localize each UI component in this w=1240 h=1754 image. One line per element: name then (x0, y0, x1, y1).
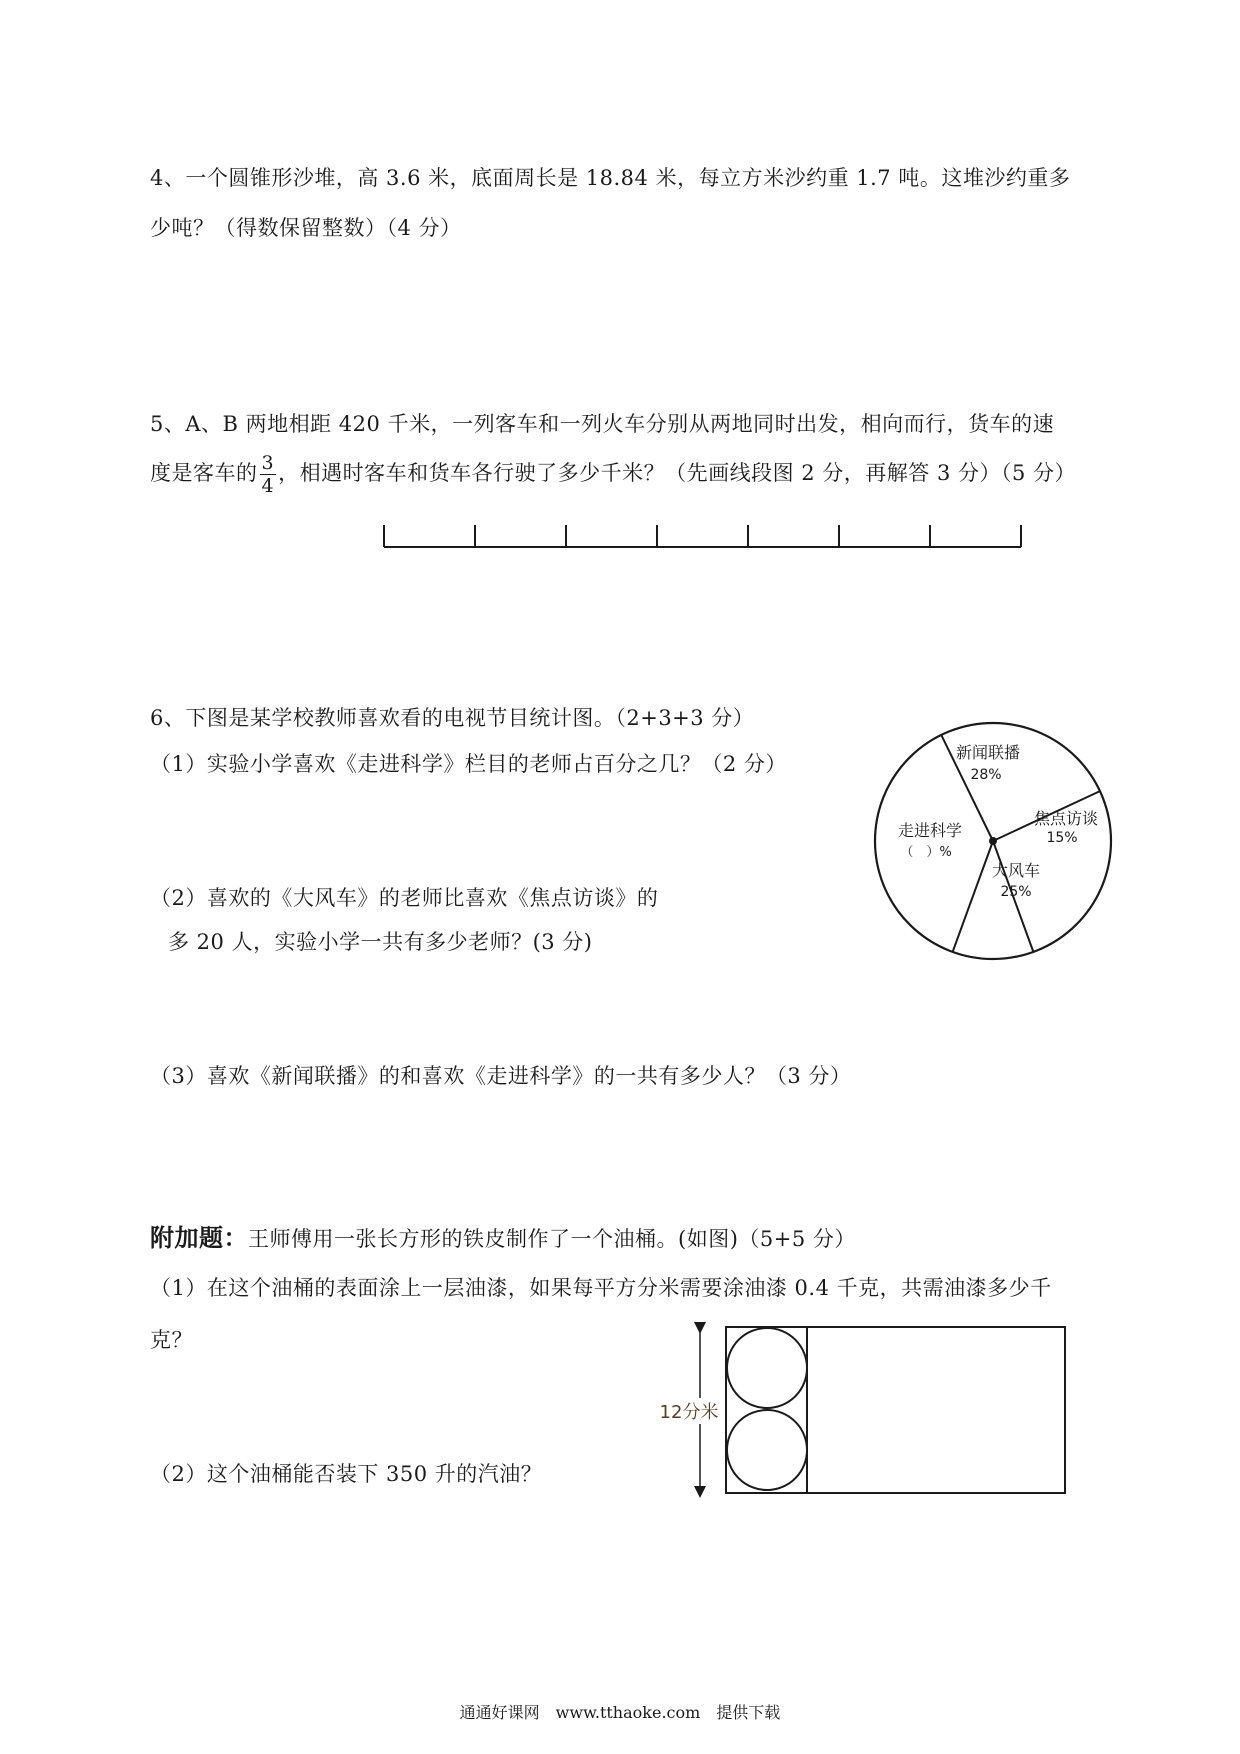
pie-label-dafengche-value: 25% (1000, 884, 1032, 900)
drum-bottom-circle (727, 1410, 807, 1490)
q4-line1: 4、一个圆锥形沙堆，高 3.6 米，底面周长是 18.84 米，每立方米沙约重 1.7 吨。这堆沙约重多 (150, 166, 1071, 190)
fraction-numerator: 3 (261, 452, 275, 474)
pie-label-jiaodian-value: 15% (1046, 830, 1078, 846)
sheet-outline (726, 1327, 1065, 1493)
q5-line1: 5、A、B 两地相距 420 千米，一列客车和一列火车分别从两地同时出发，相向而行，货车的速 (150, 412, 1055, 436)
line-segment-diagram (370, 520, 1030, 550)
bonus-heading: 附加题： (150, 1224, 248, 1252)
fraction-three-quarters (260, 452, 277, 497)
pie-center-dot (989, 837, 997, 845)
bonus-sub1-line2: 克？ (150, 1328, 193, 1352)
q5-line2-after: ，相遇时客车和货车各行驶了多少千米？（先画线段图 2 分，再解答 3 分）（5 分） (278, 461, 1077, 485)
tv-program-pie-chart (870, 718, 1120, 968)
q6-sub1: （1）实验小学喜欢《走进科学》栏目的老师占百分之几？（2 分） (150, 752, 787, 776)
bonus-line (150, 1218, 856, 1253)
pie-label-zoujin-value: （ ）% (900, 845, 952, 860)
q6-sub3: （3）喜欢《新闻联播》的和喜欢《走进科学》的一共有多少人？（3 分） (150, 1064, 852, 1088)
bonus-sub1-line1: （1）在这个油桶的表面涂上一层油漆，如果每平方分米需要涂油漆 0.4 千克，共需油漆多少千 (150, 1276, 1052, 1300)
bonus-sub2: （2）这个油桶能否装下 350 升的汽油？ (150, 1462, 543, 1486)
pie-label-zoujin-name: 走进科学 (897, 821, 963, 840)
pie-label-xinwen-name: 新闻联播 (955, 743, 1021, 762)
fraction-denominator: 4 (261, 475, 275, 497)
q5-line2-before: 度是客车的 (150, 461, 258, 485)
bonus-intro: 王师傅用一张长方形的铁皮制作了一个油桶。(如图)（5+5 分） (248, 1227, 856, 1251)
pie-label-xinwen-value: 28% (970, 767, 1002, 783)
q6-sub2-line1: （2）喜欢的《大风车》的老师比喜欢《焦点访谈》的 (150, 886, 659, 910)
segment-ticks (384, 525, 1021, 547)
footer-source: 通通好课网 www.tthaoke.com 提供下载 (459, 1703, 781, 1722)
pie-label-jiaodian-name: 焦点访谈 (1033, 809, 1099, 828)
q6-title: 6、下图是某学校教师喜欢看的电视节目统计图。（2+3+3 分） (150, 706, 755, 730)
oil-drum-sheet-diagram (650, 1320, 1070, 1500)
pie-label-dafengche-name: 大风车 (991, 861, 1041, 880)
q6-sub2-line2: 多 20 人，实验小学一共有多少老师？(3 分) (168, 930, 593, 954)
drum-top-circle (727, 1328, 807, 1408)
dimension-label: 12分米 (659, 1402, 719, 1423)
q4-line2: 少吨？（得数保留整数）（4 分） (150, 216, 462, 240)
q5-line2 (150, 452, 1076, 497)
